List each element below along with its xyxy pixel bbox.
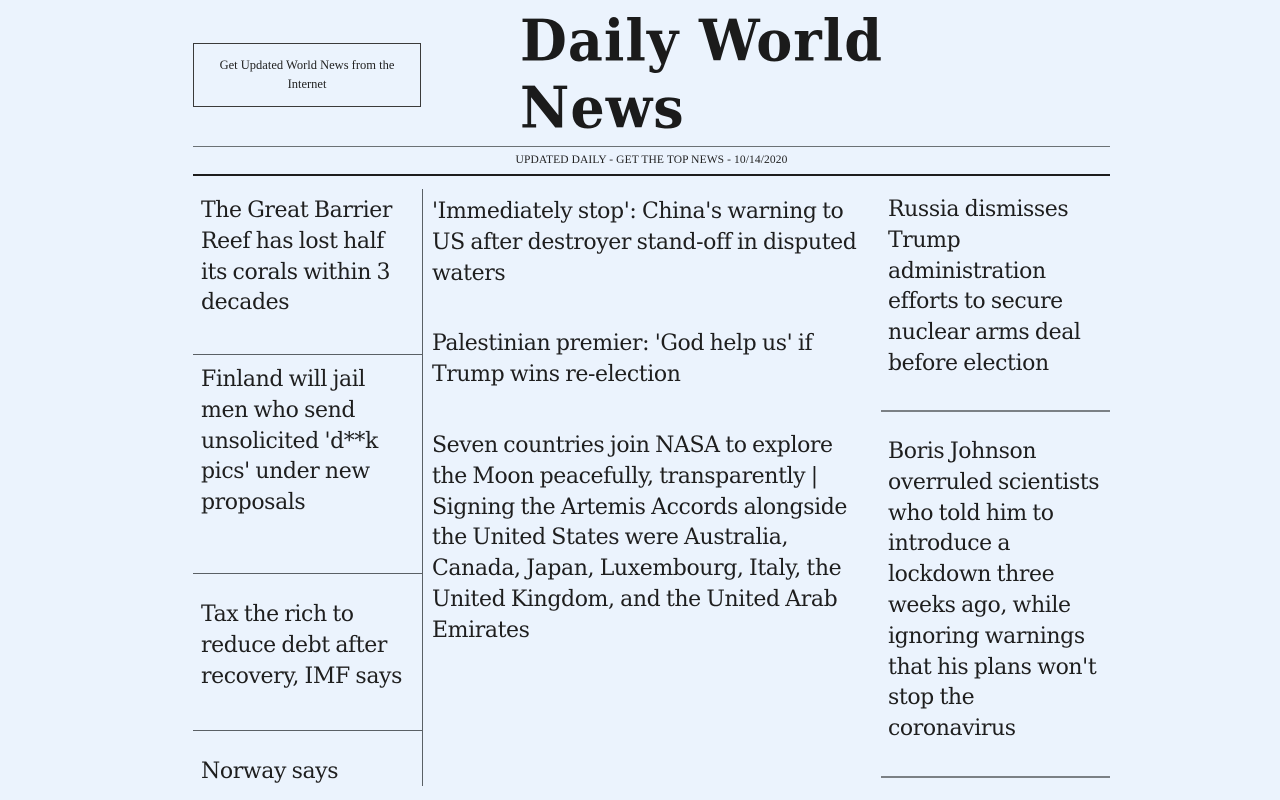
headline-link[interactable]: 'Immediately stop': China's warning to US after destroyer stand-off in disputed waters <box>432 199 857 286</box>
news-article <box>881 189 1110 412</box>
news-article <box>881 412 1110 778</box>
headline-link[interactable]: The Great Barrier Reef has lost half its corals within 3 decades <box>201 198 393 316</box>
headline-link[interactable]: Finland will jail men who send unsolicited 'd**k pics' under new proposals <box>201 367 378 516</box>
headline-link[interactable]: Palestinian premier: 'God help us' if Trump wins re-election <box>432 331 813 388</box>
headline-link[interactable]: Russia dismisses Trump administration efforts to secure nuclear arms deal before election <box>888 197 1081 376</box>
news-article <box>193 355 422 574</box>
news-article <box>193 731 422 786</box>
tagline: UPDATED DAILY - GET THE TOP NEWS - 10/14/2020 <box>515 154 788 166</box>
news-article <box>432 317 872 391</box>
headline-link[interactable]: Boris Johnson overruled scientists who told him to introduce a lockdown three weeks ago, while ignoring warnings that his plans won't stop the coronavirus <box>888 439 1100 742</box>
get-updated-news-button[interactable]: Get Updated World News from the Internet <box>193 43 421 107</box>
headline-link[interactable]: Tax the rich to reduce debt after recovery, IMF says <box>201 602 402 689</box>
header-rule-top <box>193 146 1110 147</box>
headline-link[interactable]: Seven countries join NASA to explore the Moon peacefully, transparently | Signing the Artemis Accords alongside the United States were Australia, Canada, Japan, Luxembourg, Italy, the United Kingdom, and the United Arab Emirates <box>432 432 848 643</box>
headline-link[interactable]: Norway says <box>201 759 339 784</box>
masthead-title: Daily World News <box>520 6 884 142</box>
header-rule-bottom <box>193 174 1110 176</box>
news-article <box>432 189 872 289</box>
middle-column <box>432 189 872 800</box>
news-article <box>193 189 422 355</box>
news-article <box>432 419 872 647</box>
news-article <box>193 574 422 731</box>
right-column <box>881 189 1110 800</box>
left-column <box>193 189 423 786</box>
